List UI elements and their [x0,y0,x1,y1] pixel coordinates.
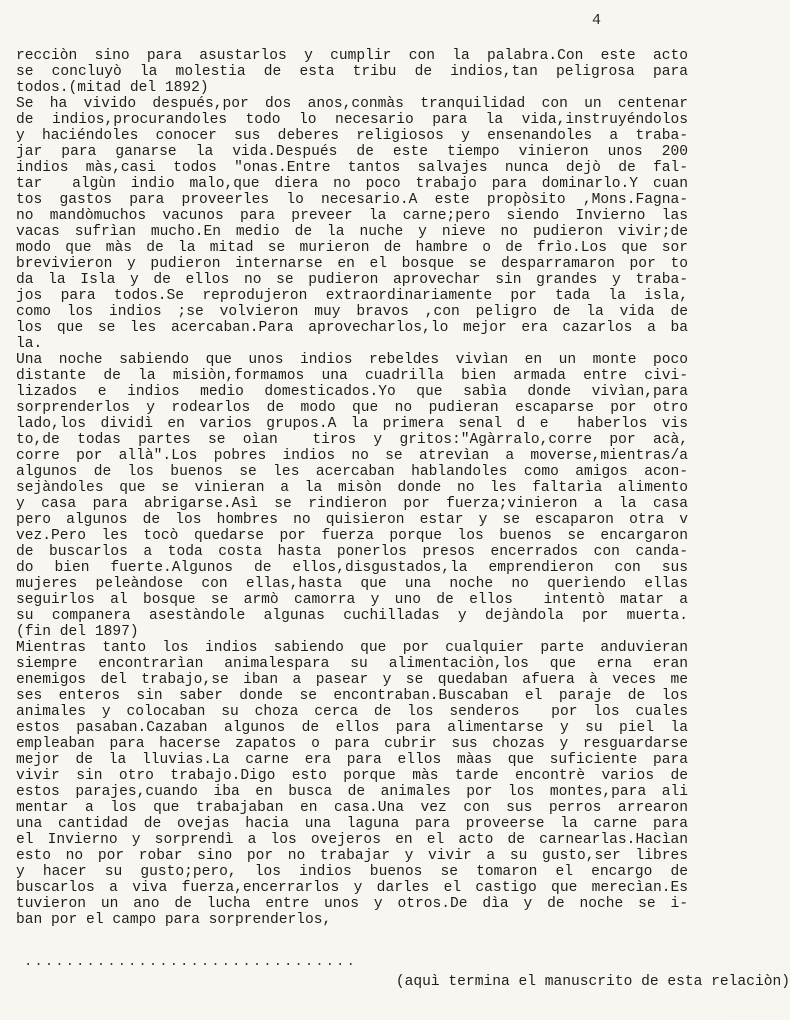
text-line: no mandòmuchos vacunos para preveer la carne;pero siendo Invierno las [16,208,688,224]
text-line: recciòn sino para asustarlos y cumplir con la palabra.Con este acto [16,48,688,64]
text-line: do bien fuerte.Algunos de ellos,disgustados,la emprendieron con sus [16,560,688,576]
text-line: jos para todos.Se reprodujeron extraordinariamente por tada la isla, [16,288,688,304]
text-line: de indios,procurandoles todo lo necesario para la vida,instruyéndolos [16,112,688,128]
closing-note [361,958,790,1006]
text-line: da la Isla y de ellos no se pudieron aprovechar sin grandes y traba- [16,272,688,288]
text-line: animales y colocaban su choza cerca de los senderos por los cuales [16,704,688,720]
text-line: todos.(mitad del 1892) [16,80,209,96]
text-line: y hacer su gusto;pero, los indios buenos se tomaron el encargo de [16,864,688,880]
text-line: empleaban para hacerse zapatos o para cubrir sus chozas y resguardarse [16,736,688,752]
text-line: (fin del 1897) [16,624,139,640]
text-line: ban por el campo para sorprenderlos, [16,912,332,928]
text-line: estos parajes,cuando iba en busca de animales por los montes,para ali [16,784,688,800]
text-line: su companera asestàndole algunas cuchilladas y dejàndola por muerta. [16,608,688,624]
text-line: como los indios ;se volvieron muy bravos ,con peligro de la vida de [16,304,688,320]
text-line: jar para ganarse la vida.Después de este tiempo vinieron unos 200 [16,144,688,160]
text-line: enemigos del trabajo,se iban a pasear y se quedaban afuera à veces me [16,672,688,688]
text-line: mejor de la lluvias.La carne era para ellos màas que suficiente para [16,752,688,768]
text-line: siempre encontrarìan animalespara su alimentaciòn,los que erna eran [16,656,688,672]
text-line: vivir sin otro trabajo.Digo esto porque màs tarde encontrè varios de [16,768,688,784]
text-line: corre por allà".Los pobres indios no se atrevìan a moverse,mientras/a [16,448,688,464]
text-line: Una noche sabiendo que unos indios rebeldes vivìan en un monte poco [16,352,688,368]
text-line: tos gastos para proveerles lo necesario.A este propòsito ,Mons.Fagna- [16,192,688,208]
text-line: los que se les acercaban.Para aprovecharlos,lo mejor era cazarlos a ba [16,320,688,336]
text-line: brevivieron y pudieron internarse en el bosque se desparramaron por to [16,256,688,272]
closing-note-text: (aquì termina el manuscrito de esta relaciòn) [395,974,790,990]
text-line: lado,los dividì en varios grupos.A la primera senal d e haberlos vis [16,416,688,432]
text-line: una cantidad de ovejas hacia una laguna para proveerse la carne para [16,816,688,832]
text-line: sejàndoles que se vinieran a la misòn donde no les faltarìa alimento [16,480,688,496]
text-line: Se ha vivido después,por dos anos,conmàs tranquilidad con un centenar [16,96,688,112]
text-line: tar algùn indio malo,que diera no poco trabajo para dominarlo.Y cuan [16,176,688,192]
text-line: se concluyò la molestia de esta tribu de indios,tan peligrosa para [16,64,688,80]
text-line: vacas sufrìan mucho.En medio de la nuche y nieve no pudieron vivir;de [16,224,688,240]
text-line: modo que màs de la mitad se murieron de hambre o de frìo.Los que sor [16,240,688,256]
text-line: indios màs,casi todos "onas.Entre tantos salvajes nunca dejò de fal- [16,160,688,176]
text-line: pero algunos de los hombres no quisieron estar y se escaparon otra v [16,512,688,528]
text-line: la. [16,336,43,352]
text-line: distante de la misiòn,formamos una cuadrilla bien armada entre civi- [16,368,688,384]
text-line: esto no por robar sino por no trabajar y vivir a su gusto,ser libres [16,848,688,864]
text-line: seguirlos al bosque se armò camorra y uno de ellos intentò matar a [16,592,688,608]
text-line: vez.Pero les tocò quedarse por fuerza porque los buenos se encargaron [16,528,688,544]
text-line: lizados e indios medio domesticados.Yo que sabìa donde vivìan,para [16,384,688,400]
text-line: mentar a los que trabajaban en casa.Una vez con sus perros arrearon [16,800,688,816]
text-line: Mientras tanto los indios sabiendo que por cualquier parte anduvieran [16,640,688,656]
text-line: mujeres peleàndose con ellas,hasta que una noche no querìendo ellas [16,576,688,592]
text-line: de buscarlos a toda costa hasta ponerlos presos encerrados con canda- [16,544,688,560]
text-line: algunos de los buenos se les acercaban hablandoles como amigos acon- [16,464,688,480]
page-number: 4 [592,12,602,29]
text-line: sorprenderlos y rodearlos de modo que no pudieran escaparse por otro [16,400,688,416]
text-line: ses enteros sin saber donde se encontraban.Buscaban el paraje de los [16,688,688,704]
text-line: estos pasaban.Cazaban algunos de ellos para alimentarse y su piel la [16,720,688,736]
text-line: y casa para abrigarse.Asì se rindieron por fuerza;vinieron a la casa [16,496,688,512]
text-line: buscarlos a viva fuerza,encerrarlos y darles el castigo que merecìan.Es [16,880,688,896]
text-line: tuvieron un ano de lucha entre unos y otros.De dìa y de noche se i- [16,896,688,912]
closing-dots: ................................ [24,954,357,970]
text-line: to,de todas partes se oìan tiros y gritos:"Agàrralo,corre por acà, [16,432,688,448]
text-line: el Invierno y sorprendì a los ovejeros en el acto de carnearlas.Hacìan [16,832,688,848]
text-line: y haciéndoles conocer sus deberes religiosos y ensenandoles a traba- [16,128,688,144]
